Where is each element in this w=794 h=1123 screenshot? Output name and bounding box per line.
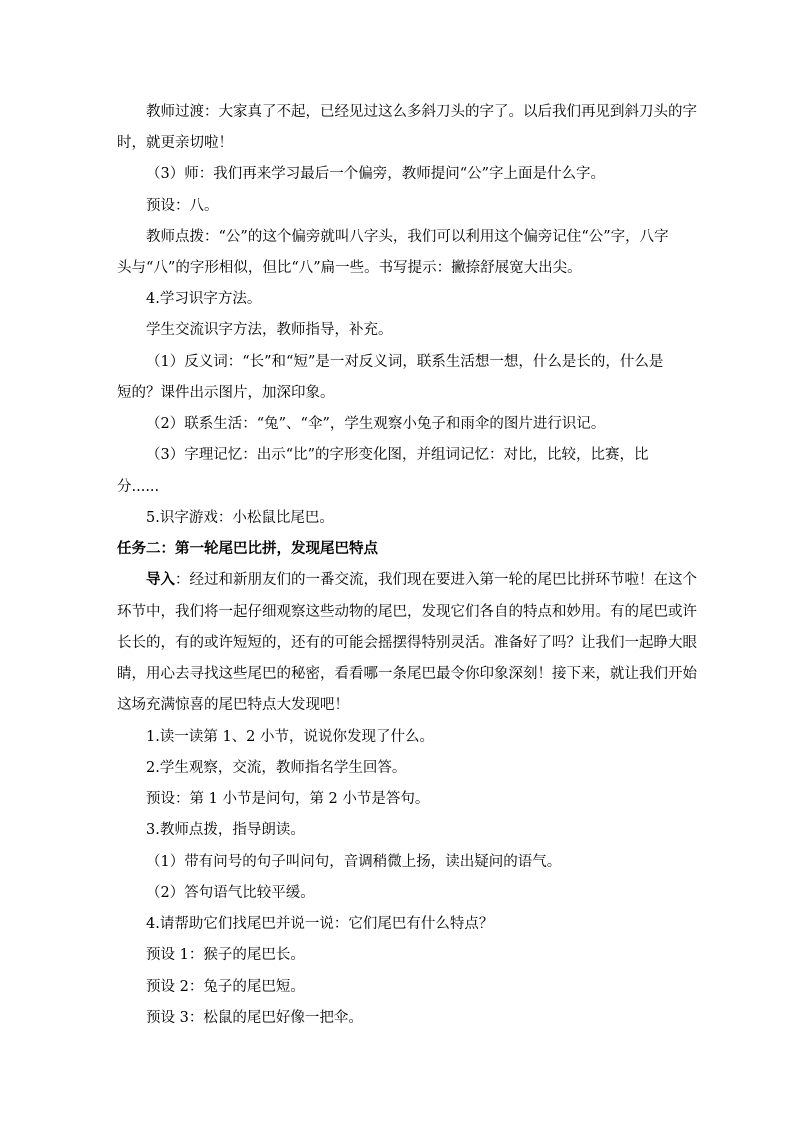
paragraph-line: 教师过渡：大家真了不起，已经见过这么多斜刀头的字了。以后我们再见到斜刀头的字 [146,104,697,120]
paragraph-line: （1）反义词：“长”和“短”是一对反义词，联系生活想一想，什么是长的，什么是 [146,354,664,370]
paragraph-line: 长长的，有的或许短短的，还有的可能会摇摆得特别灵活。准备好了吗？让我们一起睁大眼 [117,635,697,651]
paragraph-line: 分...... [117,479,160,495]
paragraph-line: 环节中，我们将一起仔细观察这些动物的尾巴，发现它们各自的特点和妙用。有的尾巴或许 [117,604,697,620]
paragraph-line: （1）带有问号的句子叫问句，音调稍微上扬，读出疑问的语气。 [146,854,562,870]
paragraph-line: 预设 1：猴子的尾巴长。 [146,947,305,963]
paragraph-line [0,571,794,589]
paragraph-line: 学生交流识字方法，教师指导，补充。 [146,322,393,338]
paragraph-line: 时，就更亲切啦！ [117,135,233,151]
paragraph-line: 头与“八”的字形相似，但比“八”扁一些。书写提示：撇捺舒展宽大出尖。 [117,260,582,276]
paragraph-line: 短的？课件出示图片，加深印象。 [117,385,335,401]
paragraph-line: （3）字理记忆：出示“比”的字形变化图，并组词记忆：对比，比较，比赛，比 [146,447,649,463]
lead-in-label: 导入 [146,571,175,588]
paragraph-line: 预设 2：兔子的尾巴短。 [146,979,305,995]
section-heading: 任务二：第一轮尾巴比拼，发现尾巴特点 [117,540,378,557]
list-heading: 4.请帮助它们找尾巴并说一说：它们尾巴有什么特点？ [146,916,494,932]
list-heading: 2.学生观察，交流，教师指名学生回答。 [146,760,407,776]
list-heading: 4.学习识字方法。 [146,291,262,307]
paragraph-line: 预设 3：松鼠的尾巴好像一把伞。 [146,1010,363,1026]
paragraph-line: （2）联系生活：“兔”、“伞”，学生观察小兔子和雨伞的图片进行识记。 [146,416,606,432]
list-heading: 5.识字游戏：小松鼠比尾巴。 [146,510,334,526]
list-heading: 1.读一读第 1、2 小节，说说你发现了什么。 [146,729,435,745]
lead-in-text: ：经过和新朋友们的一番交流，我们现在要进入第一轮的尾巴比拼环节啦！在这个 [175,572,697,588]
paragraph-line: （3）师：我们再来学习最后一个偏旁，教师提问“公”字上面是什么字。 [146,166,606,182]
list-heading: 3.教师点拨，指导朗读。 [146,822,305,838]
paragraph-line: （2）答句语气比较平缓。 [146,885,315,901]
paragraph-line: 教师点拨：“公”的这个偏旁就叫八字头，我们可以利用这个偏旁记住“公”字，八字 [146,229,669,245]
paragraph-line: 睛，用心去寻找这些尾巴的秘密，看看哪一条尾巴最令你印象深刻！接下来，就让我们开始 [117,666,697,682]
paragraph-line: 预设：第 1 小节是问句，第 2 小节是答句。 [146,791,430,807]
paragraph-line: 这场充满惊喜的尾巴特点大发现吧！ [117,697,349,713]
paragraph-line: 预设：八。 [146,198,219,214]
